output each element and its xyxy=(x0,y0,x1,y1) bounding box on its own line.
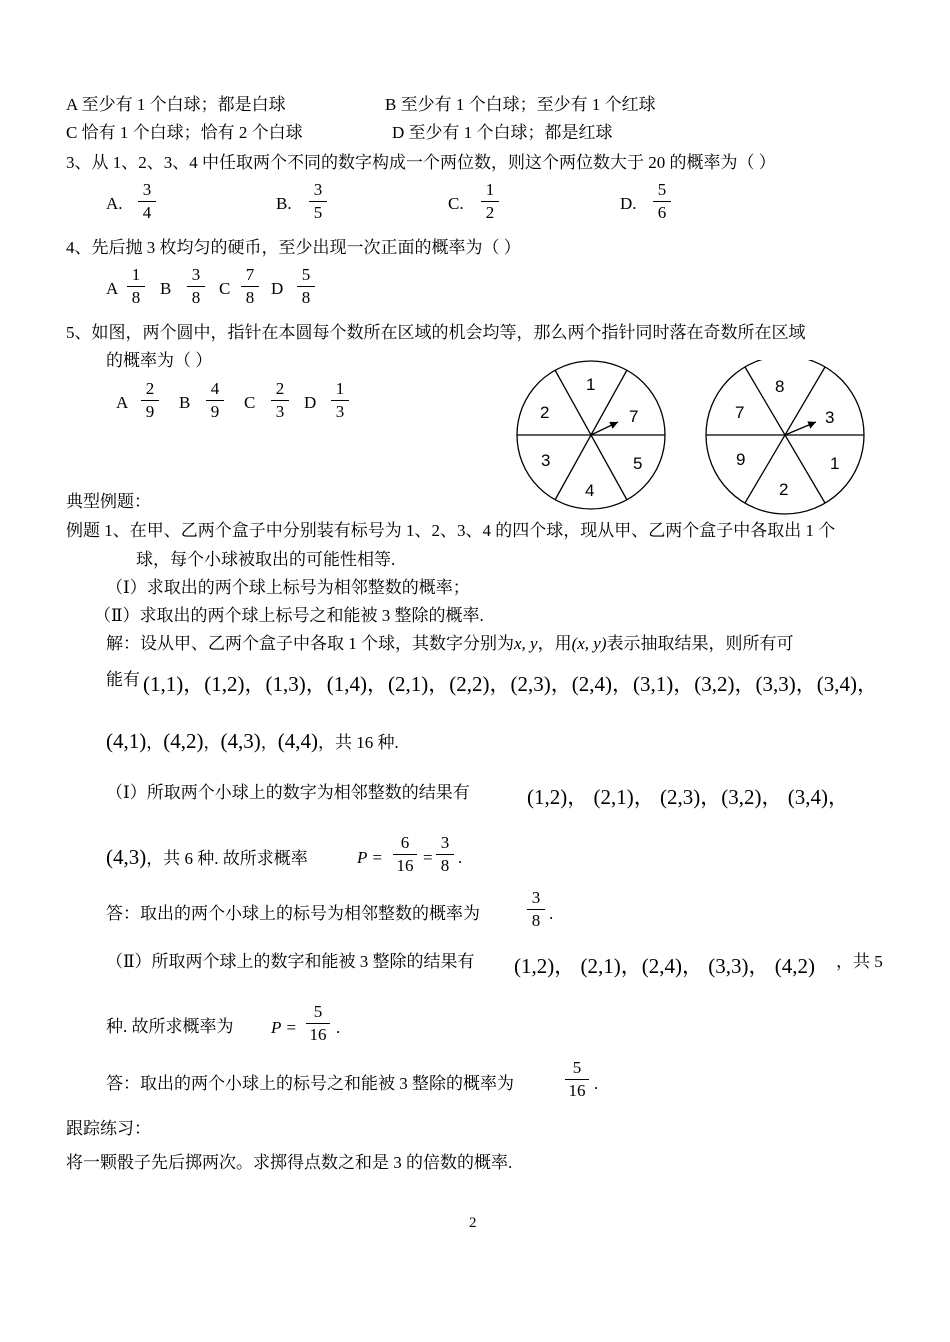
part2-answer: 答：取出的两个小球上的标号之和能被 3 整除的概率为 xyxy=(106,1074,514,1093)
q4-c-label: C xyxy=(219,279,231,298)
all-pairs-row1: (1,1)，(1,2)，(1,3)，(1,4)，(2,1)，(2,2)，(2,3)，(2,4)，(3,1)，(3,2)，(3,3)，(3,4)， xyxy=(143,672,878,696)
c2-num-1: 1 xyxy=(830,454,840,473)
q2-option-a: A 至少有 1 个白球；都是白球 xyxy=(66,95,286,114)
practice-heading: 跟踪练习： xyxy=(66,1119,151,1138)
c1-num-5: 5 xyxy=(633,454,643,473)
c1-num-3: 3 xyxy=(541,451,551,470)
practice-text: 将一颗骰子先后掷两次。求掷得点数之和是 3 的倍数的概率. xyxy=(66,1153,513,1172)
c1-num-1: 1 xyxy=(586,375,596,394)
spinner-circle-1 xyxy=(517,361,665,509)
all-pairs-row2: (4,1)，(4,2)，(4,3)，(4,4)，共 16 种. xyxy=(106,729,399,753)
q4-c-fraction: 7 8 xyxy=(241,265,259,308)
part1-pairs: (1,2)， (2,1)， (2,3)，(3,2)， (3,4)， xyxy=(527,785,849,809)
q3-c-label: C. xyxy=(448,194,464,213)
part2-count-b: 种. 故所求概率为 xyxy=(106,1017,234,1036)
c2-num-3: 3 xyxy=(825,408,835,427)
part1-answer: 答：取出的两个小球上的标号为相邻整数的概率为 xyxy=(106,904,480,923)
q5-stem-line1: 5、如图，两个圆中，指针在本圆每个数所在区域的机会均等，那么两个指针同时落在奇数所在区域 xyxy=(66,323,806,342)
page-number: 2 xyxy=(469,1215,477,1231)
part1-intro: （Ⅰ）所取两个小球上的数字为相邻整数的结果有 xyxy=(106,783,470,802)
q3-a-fraction: 3 4 xyxy=(138,180,156,223)
example-part1: （Ⅰ）求取出的两个球上标号为相邻整数的概率； xyxy=(106,578,470,597)
example-heading: 典型例题： xyxy=(66,492,151,511)
example-part2: （Ⅱ）求取出的两个球上标号之和能被 3 整除的概率. xyxy=(94,606,484,625)
q2-option-c: C 恰有 1 个白球；恰有 2 个白球 xyxy=(66,123,303,142)
q5-stem-line2: 的概率为（ ） xyxy=(106,351,213,370)
c2-num-8: 8 xyxy=(775,377,785,396)
q5-d-fraction: 1 3 xyxy=(331,379,349,422)
q3-d-label: D. xyxy=(620,194,637,213)
q4-a-fraction: 1 8 xyxy=(127,265,145,308)
q5-b-label: B xyxy=(179,393,191,412)
q5-a-fraction: 2 9 xyxy=(141,379,159,422)
q3-stem: 3、从 1、2、3、4 中任取两个不同的数字构成一个两位数，则这个两位数大于 20 的概率为（ ） xyxy=(66,153,776,172)
q4-d-label: D xyxy=(271,279,284,298)
c2-num-9: 9 xyxy=(736,450,746,469)
example-line2: 球，每个小球被取出的可能性相等. xyxy=(136,550,396,569)
part1-period: . xyxy=(458,848,463,867)
q4-b-label: B xyxy=(160,279,172,298)
part1-fraction-1: 6 16 xyxy=(393,833,417,876)
c1-num-4: 4 xyxy=(585,481,595,500)
q4-a-label: A xyxy=(106,279,119,298)
part1-answer-period: . xyxy=(549,904,554,923)
c1-num-2: 2 xyxy=(540,403,550,422)
spinner-circle-2 xyxy=(706,360,864,514)
c2-num-2: 2 xyxy=(779,480,789,499)
q2-option-b: B 至少有 1 个白球；至少有 1 个红球 xyxy=(385,95,656,114)
q5-a-label: A xyxy=(116,393,129,412)
c1-num-7: 7 xyxy=(629,407,639,426)
q4-stem: 4、先后抛 3 枚均匀的硬币，至少出现一次正面的概率为（ ） xyxy=(66,238,521,257)
part2-P: P = xyxy=(271,1018,297,1037)
q5-c-label: C xyxy=(244,393,256,412)
c2-num-7: 7 xyxy=(735,403,745,422)
part2-fraction: 5 16 xyxy=(306,1002,330,1045)
part2-answer-fraction: 5 16 xyxy=(565,1058,589,1101)
part1-count-line: (4,3)，共 6 种. 故所求概率 xyxy=(106,845,308,869)
spinner-figure xyxy=(505,360,885,515)
solution-possible-label: 能有 xyxy=(106,670,140,689)
q4-d-fraction: 5 8 xyxy=(297,265,315,308)
example-line1: 例题 1、在甲、乙两个盒子中分别装有标号为 1、2、3、4 的四个球，现从甲、乙两个盒子中各取出 1 个 xyxy=(66,521,836,540)
q5-d-label: D xyxy=(304,393,317,412)
q2-option-d: D 至少有 1 个白球；都是红球 xyxy=(392,123,613,142)
part2-count-a: ，共 5 xyxy=(836,952,883,971)
q5-c-fraction: 2 3 xyxy=(271,379,289,422)
part2-intro: （Ⅱ）所取两个球上的数字和能被 3 整除的结果有 xyxy=(106,952,475,971)
q5-b-fraction: 4 9 xyxy=(206,379,224,422)
part1-fraction-2: 3 8 xyxy=(436,833,454,876)
q3-a-label: A. xyxy=(106,194,123,213)
part2-answer-period: . xyxy=(594,1074,599,1093)
part1-answer-fraction: 3 8 xyxy=(527,888,545,931)
q3-d-fraction: 5 6 xyxy=(653,180,671,223)
solution-line: 解：设从甲、乙两个盒子中各取 1 个球，其数字分别为x, y，用(x, y)表示抽取结果，则所有可 xyxy=(106,634,794,653)
part1-equals: = xyxy=(423,848,433,867)
q4-b-fraction: 3 8 xyxy=(187,265,205,308)
part1-P: P = xyxy=(357,848,383,867)
q3-b-label: B. xyxy=(276,194,292,213)
q3-b-fraction: 3 5 xyxy=(309,180,327,223)
part2-period: . xyxy=(336,1018,341,1037)
part2-pairs: (1,2)， (2,1)，(2,4)， (3,3)， (4,2) xyxy=(514,954,815,978)
q3-c-fraction: 1 2 xyxy=(481,180,499,223)
